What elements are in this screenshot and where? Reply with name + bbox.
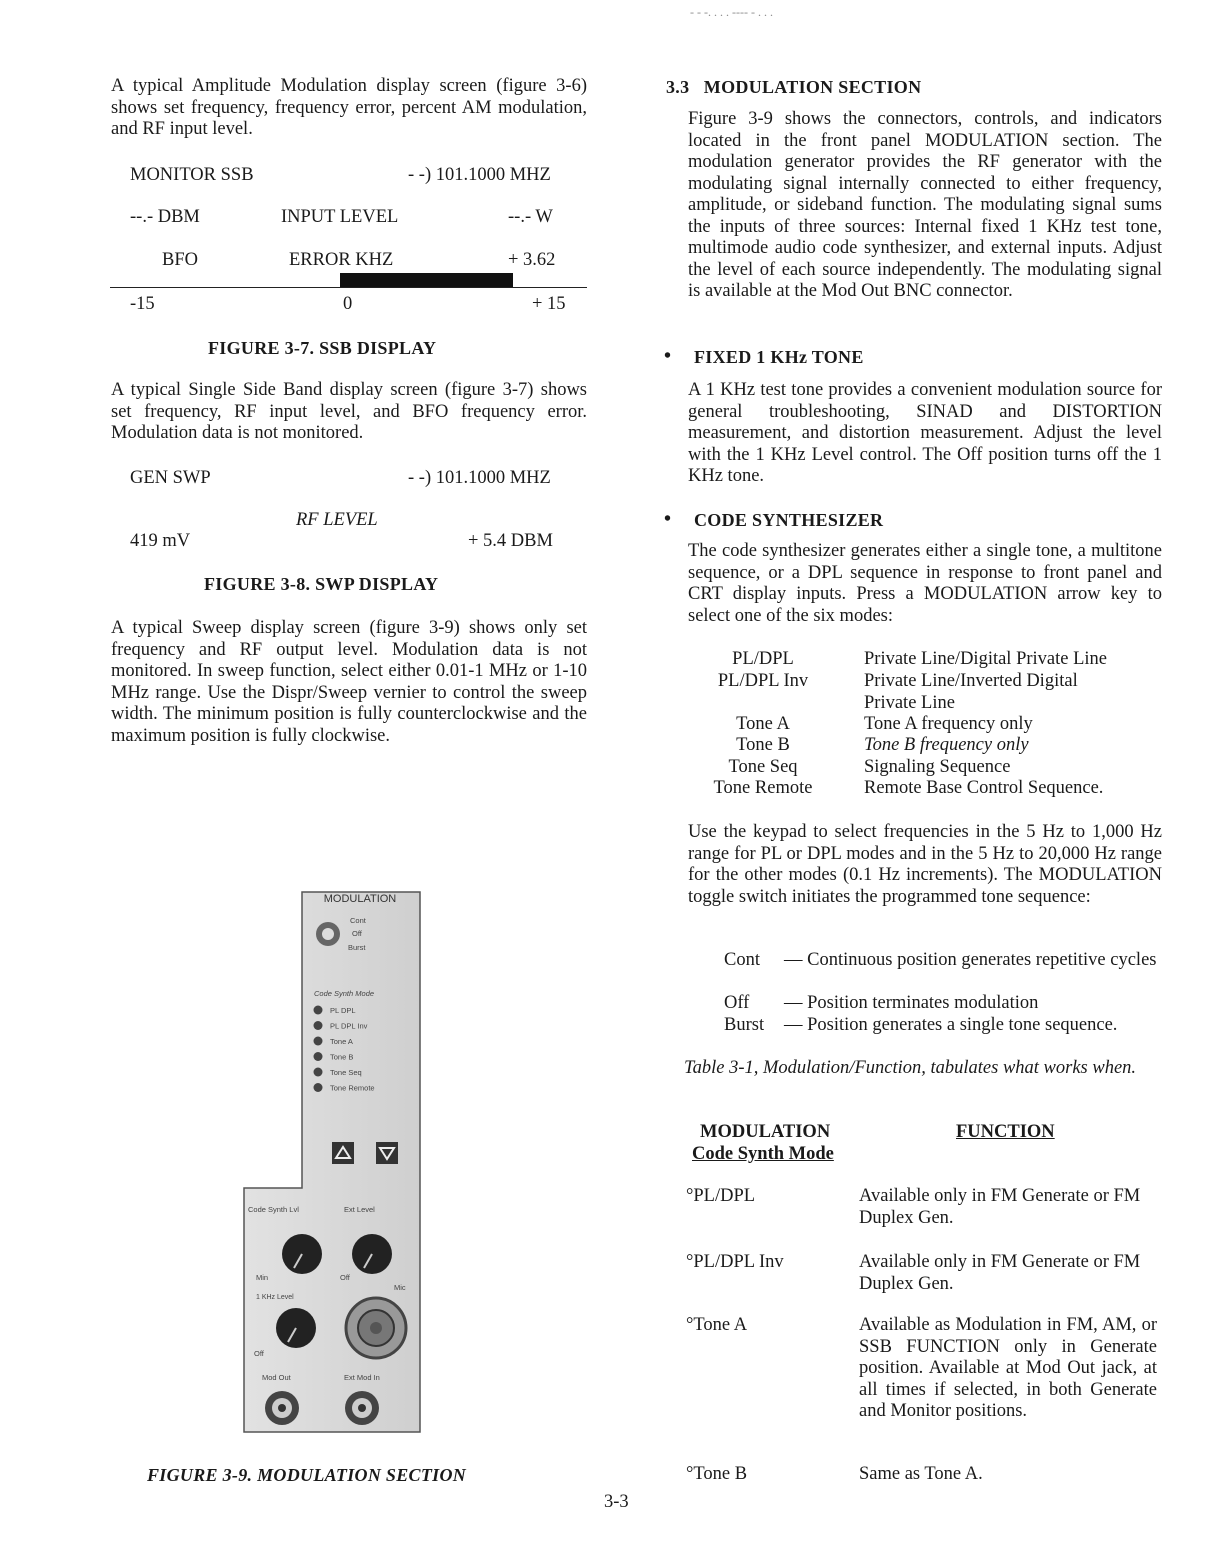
table-row-mode: °PL/DPL Inv [686,1252,784,1272]
ssb-row2-right: --.- W [508,207,553,227]
toggle-term: Off [724,993,750,1013]
ssb-paragraph: A typical Single Side Band display screen (figure 3-7) shows set frequency, RF input level, and BFO frequency error. Modulation data is not monitored. [111,380,587,443]
table-head-right: FUNCTION [956,1122,1055,1142]
ssb-row2-left: --.- DBM [130,207,200,227]
ssb-row1-left: MONITOR SSB [130,165,254,185]
bfo-error-scale-line [110,287,587,288]
switch-cont-label: Cont [350,916,366,925]
ssb-row3-left: BFO [162,250,198,270]
swp-row3-left: 419 mV [130,531,191,551]
ssb-row3-right: + 3.62 [508,250,556,270]
bfo-error-bar [340,273,513,287]
header-mark: - - -. . . . ---- - . . . [690,5,773,19]
mode-led [314,1006,323,1015]
ssb-row3-mid: ERROR KHZ [289,250,394,270]
mode-name: PL/DPL [732,649,794,669]
mode-led [314,1052,323,1061]
table-row-function: Same as Tone A. [859,1464,983,1484]
table-row-function: Available only in FM Generate or FM Duplex Gen. [859,1252,1141,1294]
bullet-1: • [664,345,672,367]
ssb-scale-mid: 0 [343,294,353,314]
table-head-left-2: Code Synth Mode [692,1144,834,1164]
toggle-term: Burst [724,1015,765,1035]
ssb-scale-right: + 15 [532,294,566,314]
mode-desc: Private Line/Digital Private Line [864,649,1108,669]
swp-row1-right: - -) 101.1000 MHZ [408,468,551,488]
switch-burst-label: Burst [348,943,366,952]
mode-desc: Remote Base Control Sequence. [864,778,1104,798]
sweep-paragraph: A typical Sweep display screen (figure 3-9) shows only set frequency and RF output level. Modulation data is not monitored. In sweep function, select either 0.01-1 MHz or 1-10 MHz range. Use the Dispr/Sweep vernier to control the sweep width. The minimum position is fully counterclockwise and the maximum position is fully clockwise. [111,618,587,746]
table-row-mode: °Tone B [686,1464,748,1484]
khz-level-label: 1 KHz Level [256,1294,294,1301]
mode-led-label: Tone Seq [330,1068,362,1077]
table-row-function: Available as Modulation in FM, AM, or SSB FUNCTION only in Generate position. Available at Mod Out jack, at all times if selected, in both Generate and Monitor positions. [859,1315,1157,1421]
toggle-desc: — Position generates a single tone sequence. [784,1015,1118,1035]
table-row-mode: °Tone A [686,1315,748,1335]
code-synth-lvl-label: Code Synth Lvl [248,1205,299,1214]
mode-led [314,1083,323,1092]
table-row-mode: °PL/DPL [686,1186,756,1206]
mode-led-label: PL DPL [330,1006,356,1015]
mode-led-label: Tone A [330,1037,353,1046]
mode-led-label: PL DPL Inv [330,1021,368,1031]
toggle-desc: — Position terminates modulation [784,993,1039,1013]
modulation-panel-illustration [236,888,426,1436]
am-intro-paragraph: A typical Amplitude Modulation display screen (figure 3-6) shows set frequency, frequency error, percent AM modulation, and RF input level. [111,76,587,139]
switch-off-label: Off [352,929,362,938]
table-reference-paragraph: Table 3-1, Modulation/Function, tabulates what works when. [684,1058,1137,1078]
mode-name: Tone B [736,735,790,755]
mode-desc: Signaling Sequence [864,757,1011,777]
page-number: 3-3 [604,1492,629,1512]
mode-name: PL/DPL Inv [717,671,809,691]
ssb-scale-left: -15 [130,294,155,314]
ext-mod-in-label: Ext Mod In [344,1373,380,1382]
section-heading: 3.3 MODULATION SECTION [666,77,922,97]
mode-led [314,1021,323,1030]
ssb-row1-right: - -) 101.1000 MHZ [408,165,551,185]
mode-led [314,1068,323,1077]
toggle-term: Cont [724,950,760,970]
mode-desc: Tone A frequency only [864,714,1033,734]
bullet-2: • [664,508,672,530]
mode-desc: Private Line/Inverted Digital Private Line [864,671,1078,713]
swp-row2-mid: RF LEVEL [296,510,378,530]
figure-3-9-caption: FIGURE 3-9. MODULATION SECTION [147,1465,467,1485]
ssb-row2-mid: INPUT LEVEL [281,207,399,227]
mod-out-label: Mod Out [262,1373,291,1382]
panel-title: MODULATION [323,893,397,905]
off-label-2: Off [254,1349,264,1358]
code-synth-mode-label: Code Synth Mode [314,989,375,998]
fixed-tone-heading: FIXED 1 KHz TONE [694,347,864,367]
ext-level-label: Ext Level [344,1205,375,1214]
mode-led [314,1037,323,1046]
mode-desc: Tone B frequency only [864,735,1029,755]
mode-name: Tone Remote [713,778,813,798]
off-label-1: Off [340,1273,350,1282]
swp-row3-right: + 5.4 DBM [468,531,553,551]
mode-name: Tone Seq [728,757,798,777]
toggle-desc: — Continuous position generates repetitive cycles [784,950,1157,970]
swp-row1-left: GEN SWP [130,468,211,488]
code-synth-heading: CODE SYNTHESIZER [694,510,884,530]
figure-3-7-caption: FIGURE 3-7. SSB DISPLAY [208,338,437,358]
keypad-paragraph: Use the keypad to select frequencies in the 5 Hz to 1,000 Hz range for PL or DPL modes and in the 5 Hz to 20,000 Hz range for the other modes (0.1 Hz increments). The MODULATION toggle switch initiates the programmed tone sequence: [688,822,1162,907]
mode-name: Tone A [736,714,790,734]
code-synth-paragraph: The code synthesizer generates either a single tone, a multitone sequence, or a DPL sequence in response to front panel and CRT display inputs. Press a MODULATION arrow key to select one of the six modes: [688,541,1162,626]
section-paragraph: Figure 3-9 shows the connectors, controls, and indicators located in the front panel MODULATION section. The modulation generator provides the RF generator with the modulating signal internally connected to either frequency, amplitude, or sideband function. The modulating signal sums the inputs of three sources: Internal fixed 1 KHz test tone, multimode audio code synthesizer, and external inputs. Adjust the level of each source independently. The modulating signal is available at the Mod Out BNC connector. [688,109,1162,301]
mic-label: Mic [394,1283,406,1292]
table-row-function: Available only in FM Generate or FM Duplex Gen. [859,1186,1141,1228]
table-head-left-1: MODULATION [700,1122,831,1142]
fixed-tone-paragraph: A 1 KHz test tone provides a convenient modulation source for general troubleshooting, SINAD and DISTORTION measurement, and distortion measurement. Adjust the level with the 1 KHz Level control. The Off position turns off the 1 KHz tone. [688,380,1162,486]
mode-led-label: Tone Remote [330,1083,375,1093]
min-label: Min [256,1273,269,1282]
figure-3-8-caption: FIGURE 3-8. SWP DISPLAY [204,574,439,594]
mode-led-label: Tone B [330,1052,354,1062]
